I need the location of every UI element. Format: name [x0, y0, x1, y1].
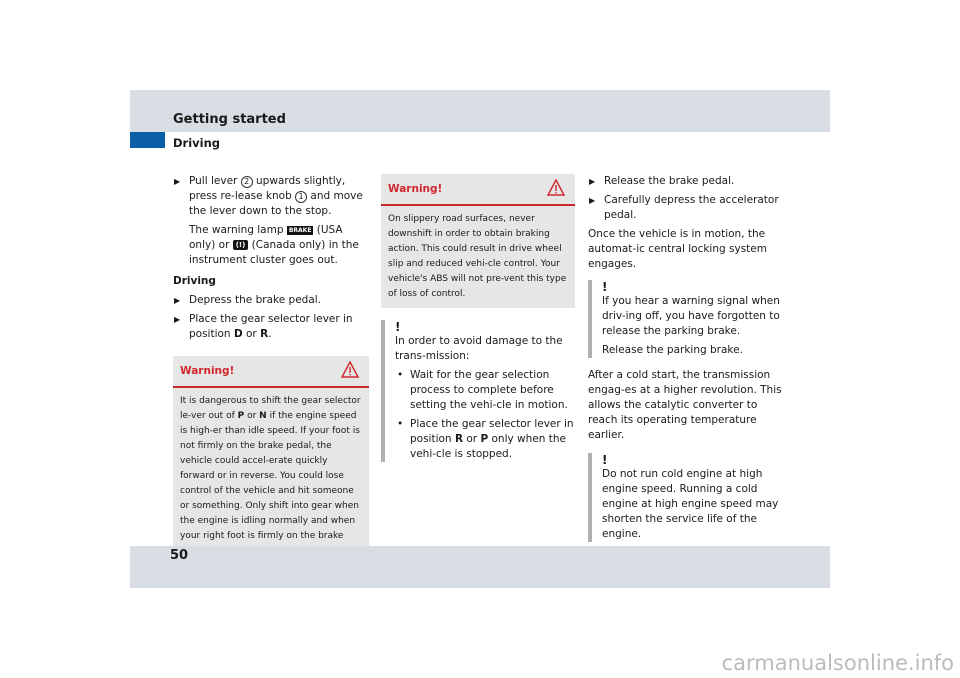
notice-text: Do not run cold engine at high engine speed. Running a cold engine at high engine speed may shorten the service life of the engine.: [602, 468, 779, 540]
step-depress-accelerator: ▶ Carefully depress the accelerator pedal.: [589, 194, 779, 221]
step-place-selector: [173, 312, 369, 342]
notice-intro: In order to avoid damage to the trans-mission:: [395, 335, 563, 362]
arrow-bullet-icon: ▶: [589, 196, 596, 205]
gear-position-r: R: [260, 328, 269, 340]
warning-text: On slippery road surfaces, never downshift in order to obtain braking action. This could result in drive wheel slip and reduced vehi-cle control. Your vehicle's ABS will not pre-vent this type of loss of control.: [388, 214, 567, 299]
bullet-dot-icon: •: [397, 418, 404, 430]
arrow-bullet-icon: ▶: [174, 177, 181, 186]
notice-text: Release the parking brake.: [602, 344, 743, 356]
warning-triangle-icon: [547, 179, 565, 196]
warning-box: [173, 356, 369, 565]
notice-box: [381, 320, 575, 462]
step-release-brake: ▶ Release the brake pedal.: [589, 175, 735, 187]
step-text: and move the lever down to the stop.: [189, 190, 363, 217]
watermark: carmanualsonline.info: [721, 651, 954, 675]
notice-bullet: • Place the gear selector lever in position R or P only when the vehi-cle is stopped.: [397, 418, 574, 460]
step-text: Place the gear selector lever in position: [189, 313, 353, 340]
step-text: or: [242, 328, 261, 340]
lever-number-icon: 2: [241, 176, 253, 188]
bullet-dot-icon: •: [397, 369, 404, 381]
section-title: Getting started: [173, 112, 286, 127]
arrow-bullet-icon: ▶: [174, 296, 181, 305]
step-pull-lever: [173, 174, 369, 219]
warning-triangle-icon: [341, 361, 359, 378]
notice-box: [588, 453, 788, 542]
footer-band: [130, 546, 830, 588]
arrow-bullet-icon: ▶: [174, 315, 181, 324]
brake-warning-lamp-icon: BRAKE: [288, 227, 312, 234]
arrow-bullet-icon: ▶: [589, 177, 596, 186]
warning-title: Warning!: [388, 183, 443, 195]
gear-position-d: D: [233, 328, 243, 340]
note-text: (Canada only) in the instrument cluster goes out.: [189, 239, 359, 266]
page-number: 50: [170, 548, 189, 563]
step-text: Pull lever: [189, 175, 241, 187]
step-text: .: [268, 328, 272, 340]
notice-text: If you hear a warning signal when driv-ing off, you have forgotten to release the parking brake.: [602, 295, 780, 337]
header-accent-bar: [130, 132, 165, 148]
column-1: [173, 174, 369, 565]
canada-brake-lamp-icon: (!): [233, 240, 249, 250]
knob-number-icon: 1: [295, 191, 307, 203]
warning-header: [173, 356, 369, 388]
lamp-note: [173, 223, 369, 268]
notice-bullet: • Wait for the gear selection process to complete before setting the vehi-cle in motion.: [397, 369, 568, 411]
step-text: Depress the brake pedal.: [189, 294, 322, 306]
notice-exclamation-icon: !: [395, 320, 401, 334]
notice-box: [588, 280, 788, 358]
notice-exclamation-icon: !: [602, 280, 608, 294]
column-2: [381, 174, 575, 470]
warning-text: It is dangerous to shift the gear selector le-ver out of P or N if the engine speed is high-er than idle speed. If your foot is not firmly on the brake pedal, the vehicle could accel-erate quickly forward or in reverse. You could lose control of the vehicle and hit someone or something. Only shift into gear when the engine is idling normally and when your right foot is firmly on the brake: [180, 396, 361, 541]
central-locking-paragraph: Once the vehicle is in motion, the automat-ic central locking system engages.: [588, 228, 767, 270]
cold-start-paragraph: After a cold start, the transmission engag-es at a higher revolution. This allows the catalytic converter to reach its operating temperature earlier.: [588, 369, 782, 441]
step-depress-brake: [173, 293, 369, 308]
note-text: (USA only) or: [189, 224, 343, 251]
warning-header: [381, 174, 575, 206]
column-3: [588, 174, 788, 550]
driving-heading: Driving: [173, 275, 216, 287]
warning-title: Warning!: [180, 365, 235, 377]
step-text: upwards slightly, press re-lease knob: [189, 175, 346, 202]
warning-box: [381, 174, 575, 308]
subsection-title: Driving: [173, 136, 221, 150]
notice-exclamation-icon: !: [602, 453, 608, 467]
note-text: The warning lamp: [189, 224, 287, 236]
